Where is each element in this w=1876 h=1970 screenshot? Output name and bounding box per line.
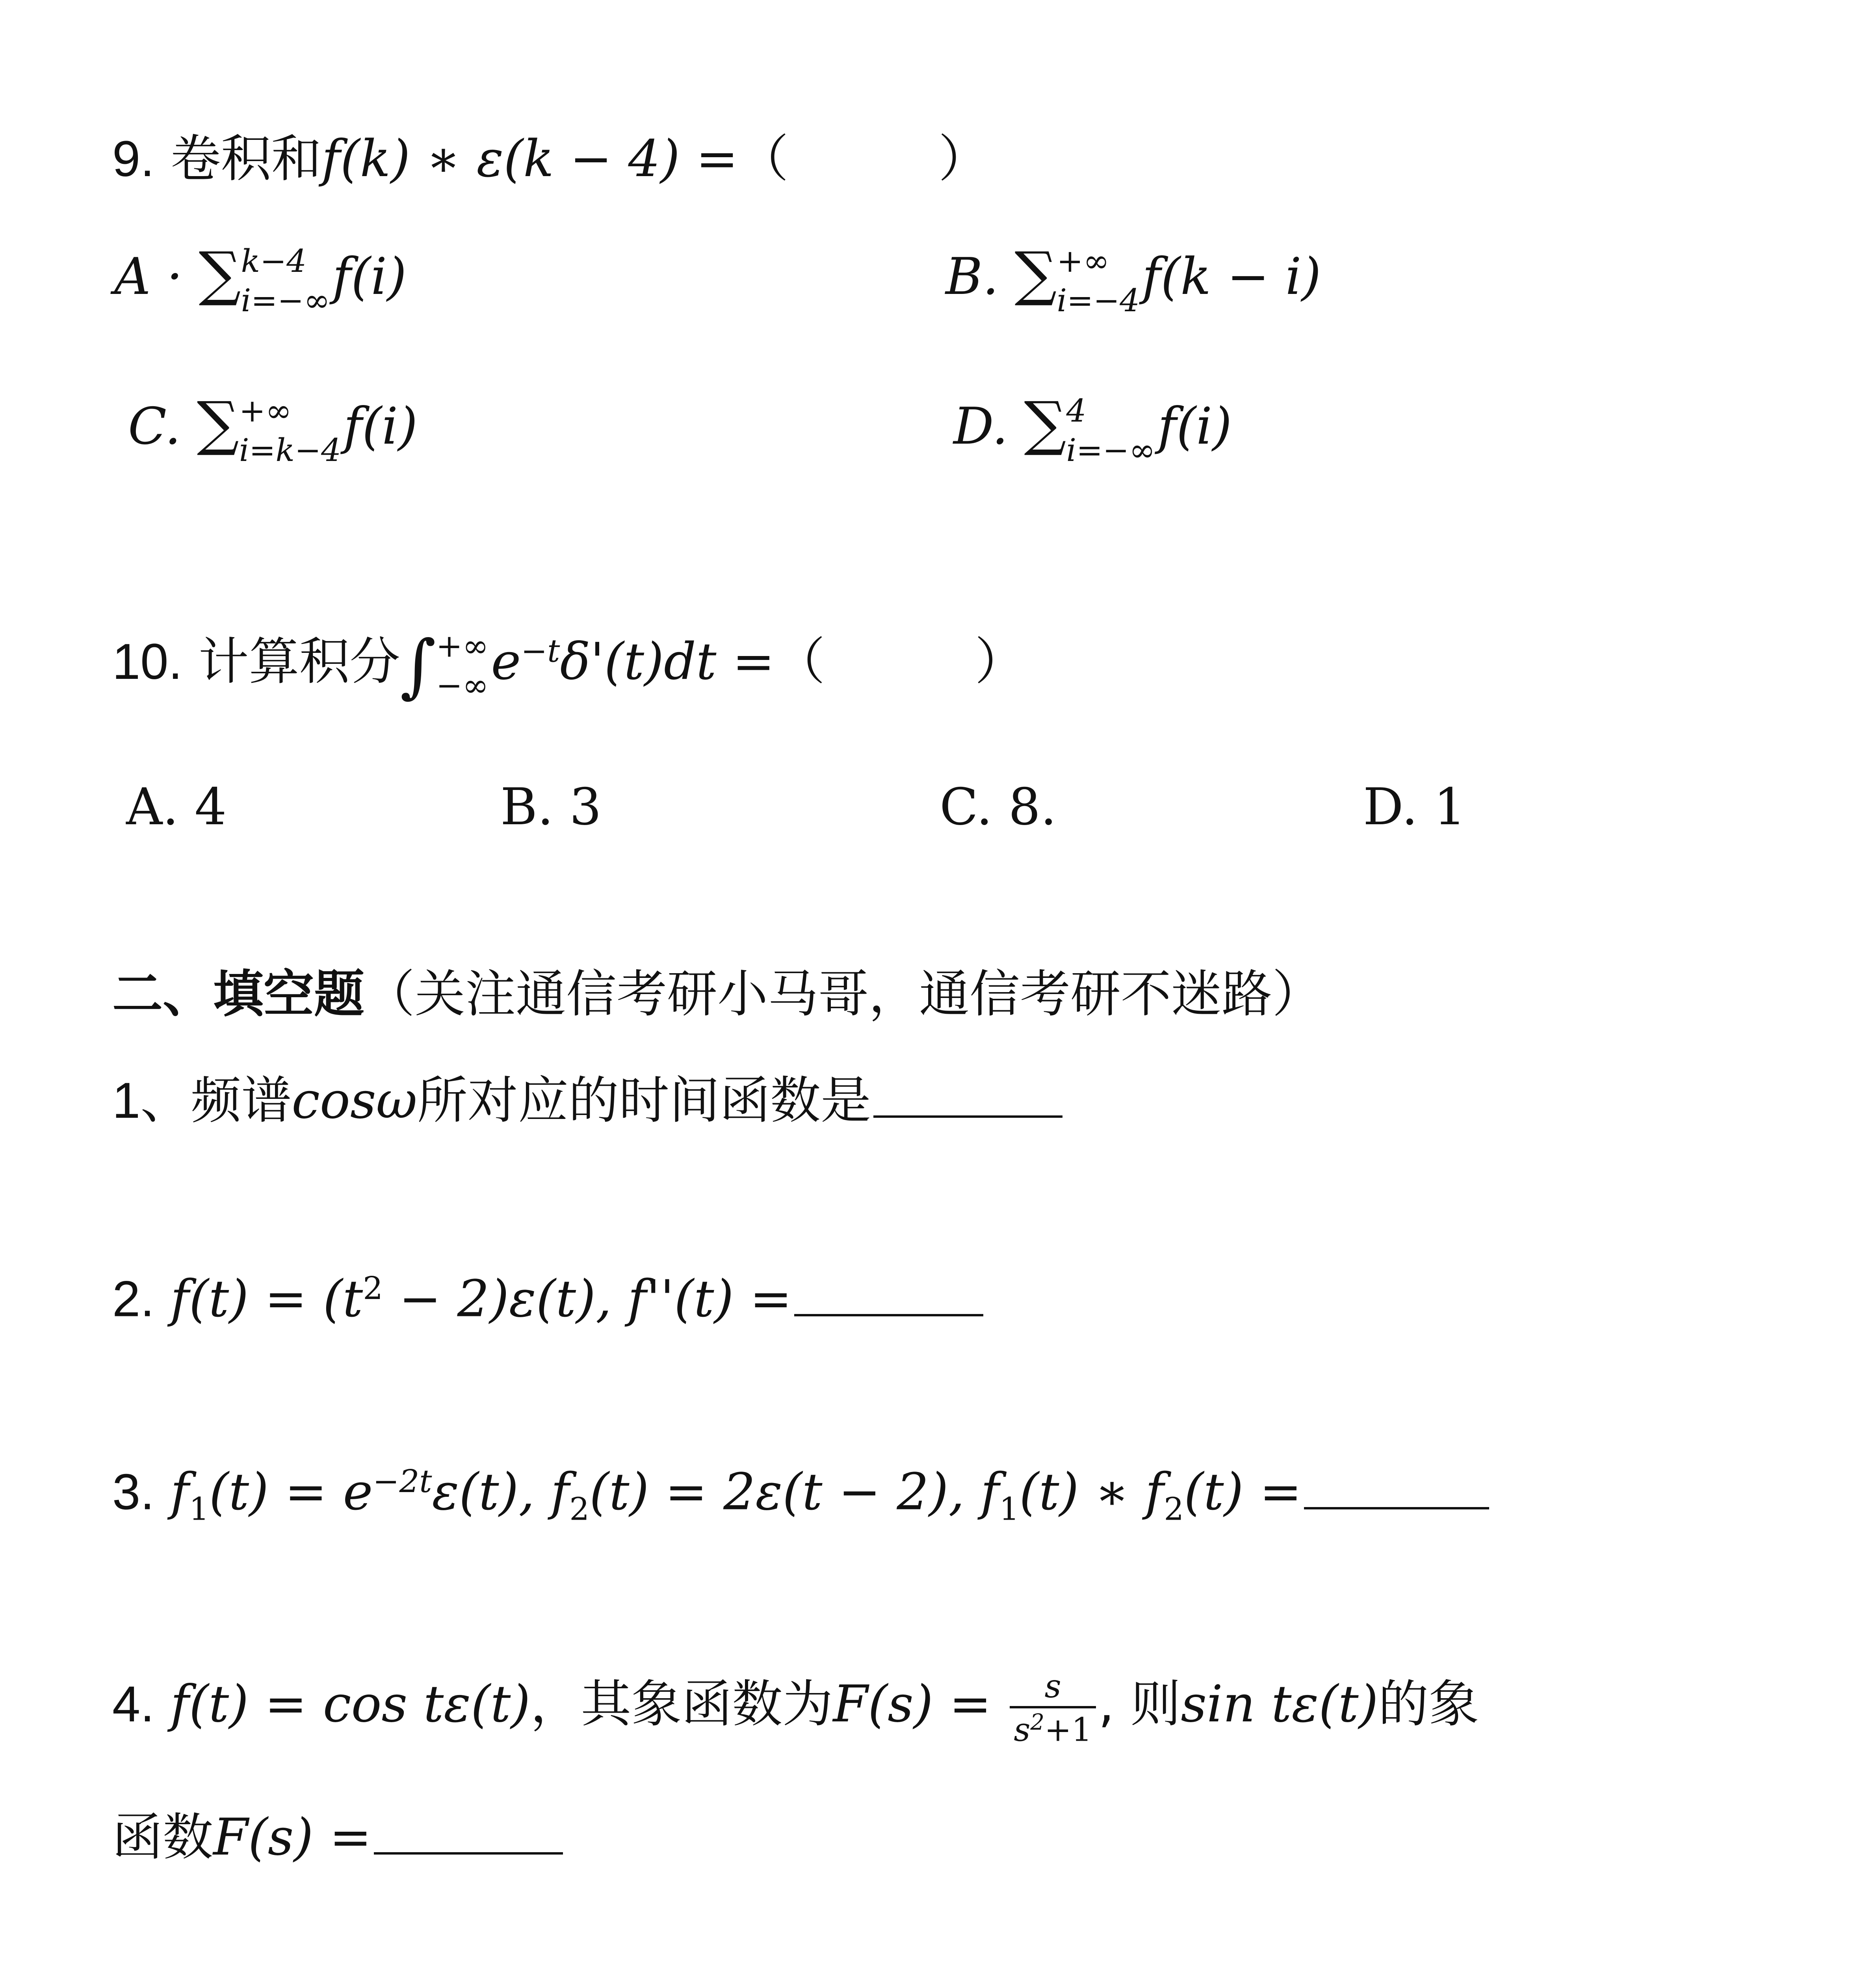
q9-option-c: C. ∑ +∞ i=k−4 f(i) xyxy=(128,389,418,468)
q10-stem: 10. 计算积分∫ +∞ −∞ $e^{-t}\delta'(t)dt$ =（ ） xyxy=(112,626,1025,706)
q9-stem-text: 卷积和 xyxy=(170,130,322,188)
q10-option-d: D. 1 xyxy=(1363,778,1466,836)
fill-q4: 4. f(t) = cos tε(t)，其象函数为F(s) = $\frac{s}{s^2+1}$ , 则sin tε(t)的象 xyxy=(112,1668,1479,1749)
q9-paren-close: ） xyxy=(938,130,989,188)
section-title: 二、填空题 xyxy=(112,965,365,1024)
q9-number: 9. xyxy=(112,131,154,187)
answer-blank[interactable] xyxy=(794,1310,983,1316)
fraction: $\frac{s}{s^2+1}$ xyxy=(1010,1671,1096,1746)
answer-blank[interactable] xyxy=(1304,1503,1489,1509)
fill-q2: 2. $f(t) = (t^2 - 2)\varepsilon(t)$, f''(t) = xyxy=(112,1273,983,1325)
q9-stem xyxy=(112,130,989,188)
q10-option-a: A. 4 xyxy=(126,778,227,836)
q9-stem-math: f(k) ∗ ε(k − 4) = xyxy=(321,130,738,188)
answer-blank[interactable] xyxy=(374,1848,563,1855)
q9-option-b: B. ∑ +∞ i=−4 f(k − i) xyxy=(945,240,1321,319)
fill-q1: 1、频谱cosω所对应的时间函数是 xyxy=(112,1076,1062,1126)
q9-option-a: A · ∑ k−4 i=−∞ f(i) xyxy=(114,240,407,319)
section-note: （关注通信考研小马哥，通信考研不迷路） xyxy=(364,965,1323,1024)
q9-paren-open: （ xyxy=(738,130,789,188)
q9-option-d: D. ∑ 4 i=−∞ f(i) xyxy=(953,389,1232,468)
q10-number: 10. xyxy=(112,634,182,690)
q10-stem-text: 计算积分 xyxy=(198,632,400,691)
answer-blank[interactable] xyxy=(873,1111,1062,1118)
q10-option-b: B. 3 xyxy=(500,778,602,836)
fill-q3: 3. $f_1(t) = e^{-2t}\varepsilon(t)$, $f_2(t) = 2\varepsilon(t - 2)$, $f_1(t)$ ∗ $f_2(t)$ = xyxy=(112,1466,1489,1525)
q10-option-c: C. 8. xyxy=(940,778,1057,836)
fill-q4-line2: 函数F(s) = xyxy=(112,1812,563,1863)
section-heading xyxy=(112,965,1323,1024)
